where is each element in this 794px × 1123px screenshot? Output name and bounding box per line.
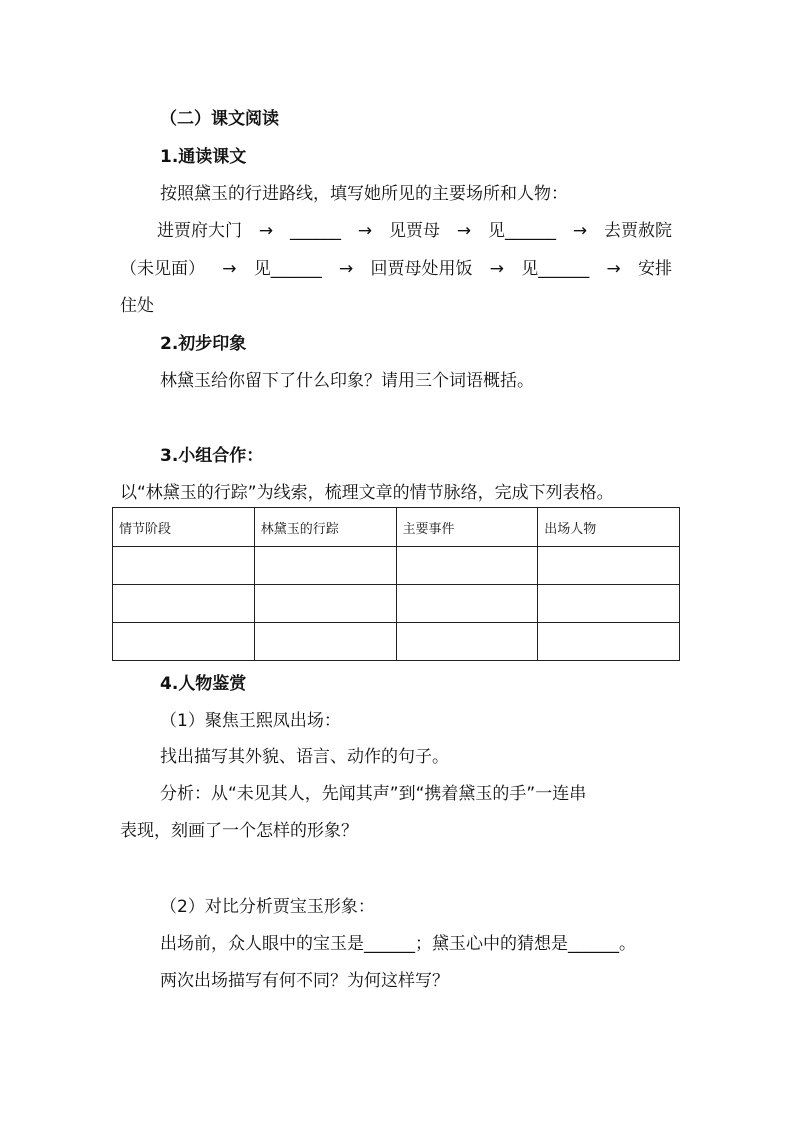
heading-character-appreciation: 4.人物鉴赏 bbox=[160, 674, 247, 694]
plot-table bbox=[112, 507, 680, 661]
table-cell[interactable] bbox=[396, 623, 538, 661]
heading-group-work: 3.小组合作： bbox=[160, 446, 264, 466]
table-row bbox=[113, 585, 680, 623]
analysis-line-1: 分析：从“未见其人，先闻其声”到“携着黛玉的手”一连串 bbox=[160, 784, 587, 804]
arrow-icon: → bbox=[222, 259, 237, 279]
table-cell[interactable] bbox=[113, 585, 255, 623]
route-step: 回贾母处用饭 bbox=[370, 259, 473, 279]
route-line-3: 住处 bbox=[120, 296, 154, 316]
heading-read-through: 1.通读课文 bbox=[160, 147, 247, 167]
col-header: 林黛玉的行踪 bbox=[254, 508, 396, 547]
subheading-jia-baoyu: （2）对比分析贾宝玉形象： bbox=[160, 897, 375, 917]
col-header: 出场人物 bbox=[538, 508, 680, 547]
heading-first-impression: 2.初步印象 bbox=[160, 334, 247, 354]
route-line-2 bbox=[120, 258, 672, 280]
table-cell[interactable] bbox=[538, 623, 680, 661]
route-note: （未见面） bbox=[120, 259, 205, 279]
table-cell[interactable] bbox=[254, 585, 396, 623]
compare-line: 出场前，众人眼中的宝玉是______；黛玉心中的猜想是______。 bbox=[160, 934, 636, 954]
route-step: 安排 bbox=[638, 259, 672, 279]
route-blank[interactable]: 见______ bbox=[488, 221, 556, 241]
col-header: 主要事件 bbox=[396, 508, 538, 547]
route-step: 去贾赦院 bbox=[604, 221, 672, 241]
arrow-icon: → bbox=[572, 221, 588, 241]
task-find-sentences: 找出描写其外貌、语言、动作的句子。 bbox=[160, 747, 449, 767]
route-step: 见贾母 bbox=[389, 221, 440, 241]
table-cell[interactable] bbox=[254, 547, 396, 585]
arrow-icon: → bbox=[258, 221, 274, 241]
arrow-icon: → bbox=[339, 259, 354, 279]
table-cell[interactable] bbox=[396, 585, 538, 623]
analysis-line-2: 表现，刻画了一个怎样的形象？ bbox=[120, 821, 358, 841]
table-cell[interactable] bbox=[396, 547, 538, 585]
table-row bbox=[113, 547, 680, 585]
table-cell[interactable] bbox=[538, 585, 680, 623]
table-header-row bbox=[113, 508, 680, 547]
table-cell[interactable] bbox=[538, 547, 680, 585]
route-blank[interactable]: 见______ bbox=[253, 259, 322, 279]
col-header: 情节阶段 bbox=[113, 508, 255, 547]
subheading-wang-xifeng: （1）聚焦王熙凤出场： bbox=[160, 711, 341, 731]
table-row bbox=[113, 623, 680, 661]
table-cell[interactable] bbox=[113, 623, 255, 661]
section-title: （二）课文阅读 bbox=[160, 109, 279, 129]
table-instruction: 以“林黛玉的行踪”为线索，梳理文章的情节脉络，完成下列表格。 bbox=[120, 483, 614, 503]
table-cell[interactable] bbox=[254, 623, 396, 661]
arrow-icon: → bbox=[456, 221, 472, 241]
route-line-1 bbox=[157, 220, 672, 242]
route-blank[interactable]: ______ bbox=[290, 221, 341, 241]
route-blank[interactable]: 见______ bbox=[521, 259, 590, 279]
impression-question: 林黛玉给你留下了什么印象？请用三个词语概括。 bbox=[160, 371, 534, 391]
arrow-icon: → bbox=[489, 259, 504, 279]
arrow-icon: → bbox=[357, 221, 373, 241]
arrow-icon: → bbox=[606, 259, 621, 279]
route-instruction: 按照黛玉的行进路线，填写她所见的主要场所和人物： bbox=[160, 184, 568, 204]
compare-question: 两次出场描写有何不同？为何这样写？ bbox=[160, 971, 449, 991]
route-step: 进贾府大门 bbox=[157, 221, 242, 241]
table-cell[interactable] bbox=[113, 547, 255, 585]
